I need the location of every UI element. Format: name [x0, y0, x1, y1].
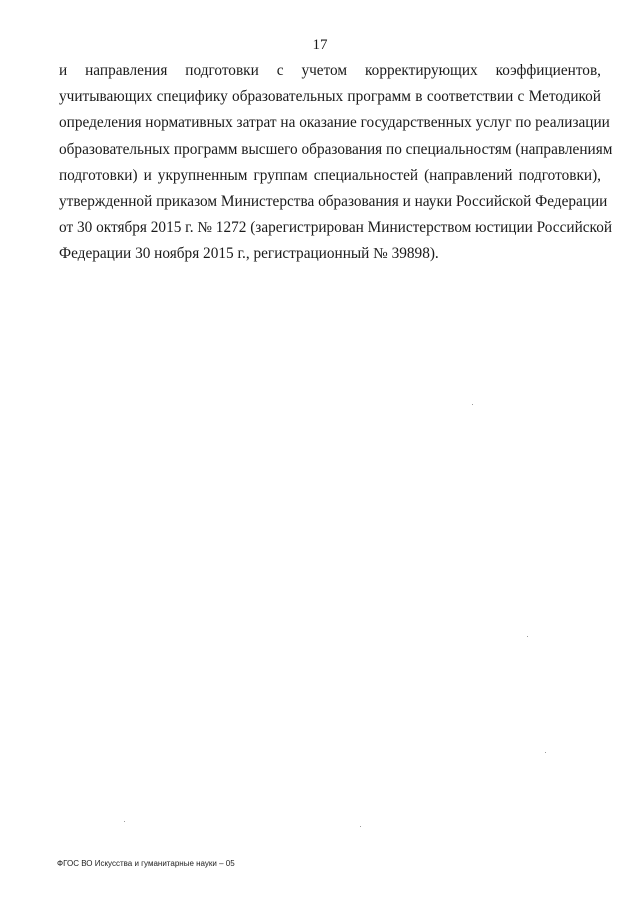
scan-speck — [124, 821, 125, 822]
paragraph-line: определения нормативных затрат на оказание государственных услуг по реализации — [59, 114, 610, 132]
paragraph-line: образовательных программ высшего образования по специальностям (направлениям — [59, 140, 613, 158]
paragraph-line: Федерации 30 ноября 2015 г., регистрационный № 39898). — [59, 245, 439, 263]
document-footer: ФГОС ВО Искусства и гуманитарные науки – 05 — [57, 859, 235, 868]
scan-speck — [472, 404, 473, 405]
scan-speck — [360, 826, 361, 827]
paragraph-line: от 30 октября 2015 г. № 1272 (зарегистрирован Министерством юстиции Российской — [59, 219, 613, 237]
paragraph-line: и направления подготовки с учетом корректирующих коэффициентов, — [59, 62, 601, 79]
scan-speck — [545, 752, 546, 753]
paragraph-line: утвержденной приказом Министерства образования и науки Российской Федерации — [59, 193, 608, 211]
body-paragraph — [59, 58, 613, 268]
scan-speck — [527, 636, 528, 637]
page-number: 17 — [312, 37, 328, 53]
paragraph-line: учитывающих специфику образовательных программ в соответствии с Методикой — [59, 88, 601, 106]
paragraph-line: подготовки) и укрупненным группам специальностей (направлений подготовки), — [59, 166, 601, 184]
